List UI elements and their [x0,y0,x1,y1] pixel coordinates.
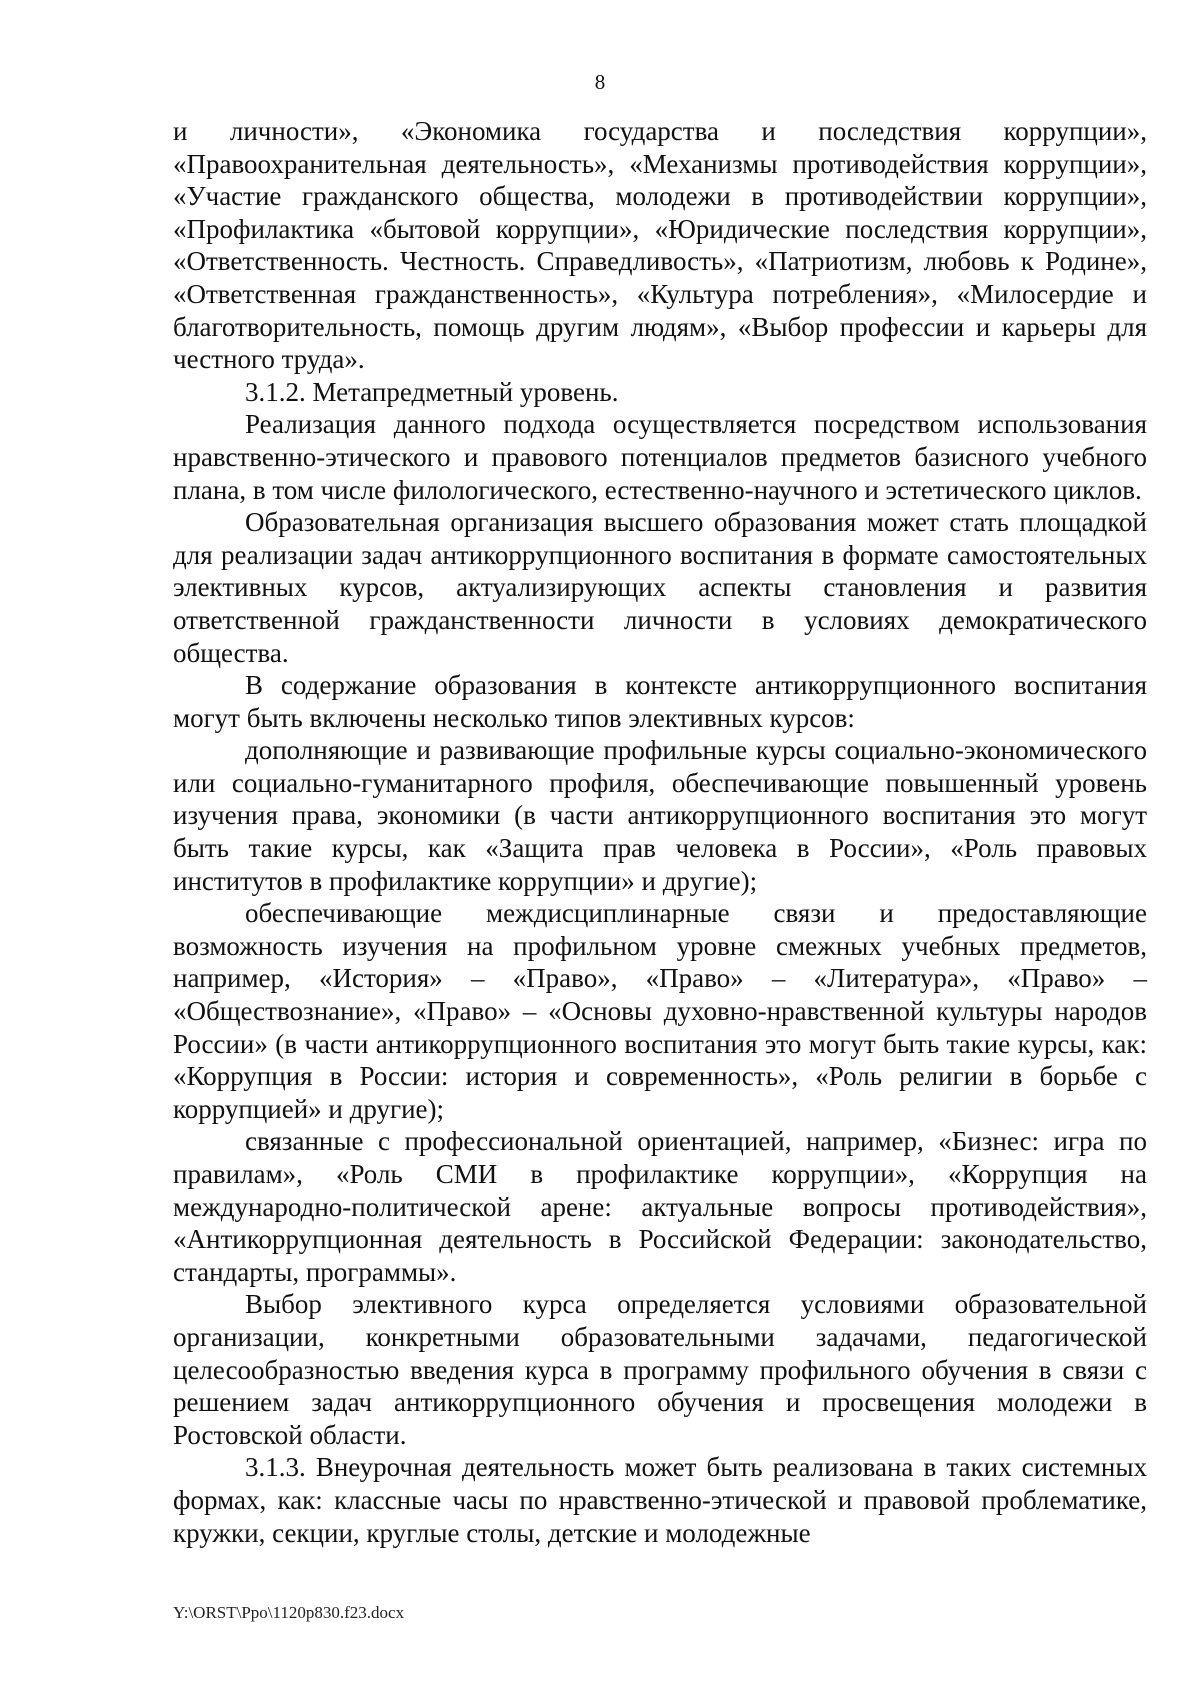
paragraph-elective-types-intro: В содержание образования в контексте антикоррупционного воспитания могут быть включены несколько типов элективных курсов: [173,670,1147,733]
paragraph-approach-implementation: Реализация данного подхода осуществляется посредством использования нравственно-этического и правового потенциалов предметов базисного учебного плана, в том числе филологического, естественно-научного и эстетического циклов. [173,409,1147,505]
paragraph-higher-education: Образовательная организация высшего образования может стать площадкой для реализации задач антикоррупционного воспитания в формате самостоятельных элективных курсов, актуализирующих аспекты становления и развития ответственной гражданственности личности в условиях демократического общества. [173,507,1147,668]
paragraph-career-courses: связанные с профессиональной ориентацией, например, «Бизнес: игра по правилам», «Роль СМИ в профилактике коррупции», «Коррупция на международно-политической арене: актуальные вопросы противодействия», «Антикоррупционная деятельность в Российской Федерации: законодательство, стандарты, программы». [173,1126,1147,1287]
paragraph-interdisciplinary-courses: обеспечивающие междисциплинарные связи и предоставляющие возможность изучения на профильном уровне смежных учебных предметов, например, «История» – «Право», «Право» – «Литература», «Право» – «Обществознание», «Право» – «Основы духовно-нравственной культуры народов России» (в части антикоррупционного воспитания это могут быть такие курсы, как: «Коррупция в России: история и современность», «Роль религии в борьбе с коррупцией» и другие); [173,898,1147,1124]
paragraph-topics-list: и личности», «Экономика государства и последствия коррупции», «Правоохранительная деятельность», «Механизмы противодействия коррупции», «Участие гражданского общества, молодежи в противодействии коррупции», «Профилактика «бытовой коррупции», «Юридические последствия коррупции», «Ответственность. Честность. Справедливость», «Патриотизм, любовь к Родине», «Ответственная гражданственность», «Культура потребления», «Милосердие и благотворительность, помощь другим людям», «Выбор профессии и карьеры для честного труда». [173,116,1147,375]
document-body [173,115,1147,1549]
paragraph-complementary-courses: дополняющие и развивающие профильные курсы социально-экономического или социально-гуманитарного профиля, обеспечивающие повышенный уровень изучения права, экономики (в части антикоррупционного воспитания это могут быть такие курсы, как «Защита прав человека в России», «Роль правовых институтов в профилактике коррупции» и другие); [173,735,1147,896]
page-number: 8 [594,70,606,94]
paragraph-extracurricular: 3.1.3. Внеурочная деятельность может быть реализована в таких системных формах, как: классные часы по нравственно-этической и правовой проблематике, кружки, секции, круглые столы, детские и молодежные [173,1452,1147,1548]
footer-file-path: Y:\ORST\Ppo\1120p830.f23.docx [173,1603,405,1622]
paragraph-metasubject-heading: 3.1.2. Метапредметный уровень. [245,376,619,407]
paragraph-course-choice: Выбор элективного курса определяется условиями образовательной организации, конкретными образовательными задачами, педагогической целесообразностью введения курса в программу профильного обучения в связи с решением задач антикоррупционного обучения и просвещения молодежи в Ростовской области. [173,1289,1147,1450]
